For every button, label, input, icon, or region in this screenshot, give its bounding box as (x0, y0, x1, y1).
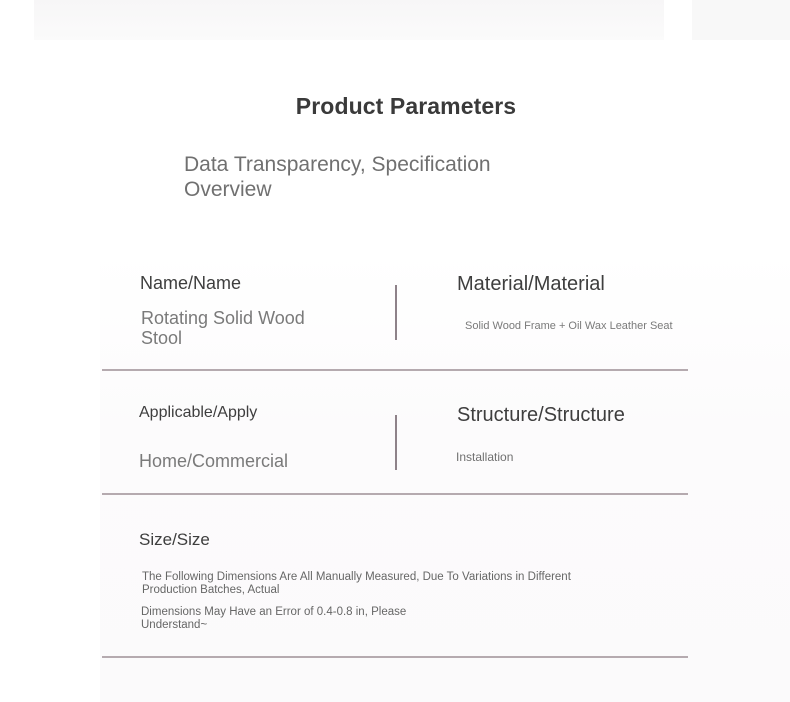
size-note-line1: The Following Dimensions Are All Manually Measured, Due To Variations in Different Production Batches, Actual (142, 571, 571, 596)
material-label: Material/Material (457, 273, 605, 295)
structure-value: Installation (456, 450, 514, 464)
applicable-label: Applicable/Apply (139, 404, 258, 421)
applicable-value: Home/Commercial (139, 451, 289, 471)
name-value: Rotating Solid Wood Stool (141, 308, 305, 348)
size-note-line2: Dimensions May Have an Error of 0.4-0.8 in, Please Understand~ (141, 606, 407, 631)
size-label: Size/Size (139, 530, 210, 549)
name-label: Name/Name (140, 273, 242, 293)
top-right-background-band (692, 0, 790, 40)
page-subtitle: Data Transparency, Specification Overview (184, 153, 491, 201)
structure-label: Structure/Structure (457, 404, 625, 426)
top-background-band (34, 0, 664, 40)
size-horizontal-divider (102, 656, 688, 658)
material-value: Solid Wood Frame + Oil Wax Leather Seat (465, 320, 673, 332)
row2-vertical-divider (395, 415, 397, 470)
page-title: Product Parameters (295, 93, 517, 119)
row2-horizontal-divider (102, 493, 688, 495)
row1-horizontal-divider (102, 369, 688, 371)
row1-vertical-divider (395, 285, 397, 340)
